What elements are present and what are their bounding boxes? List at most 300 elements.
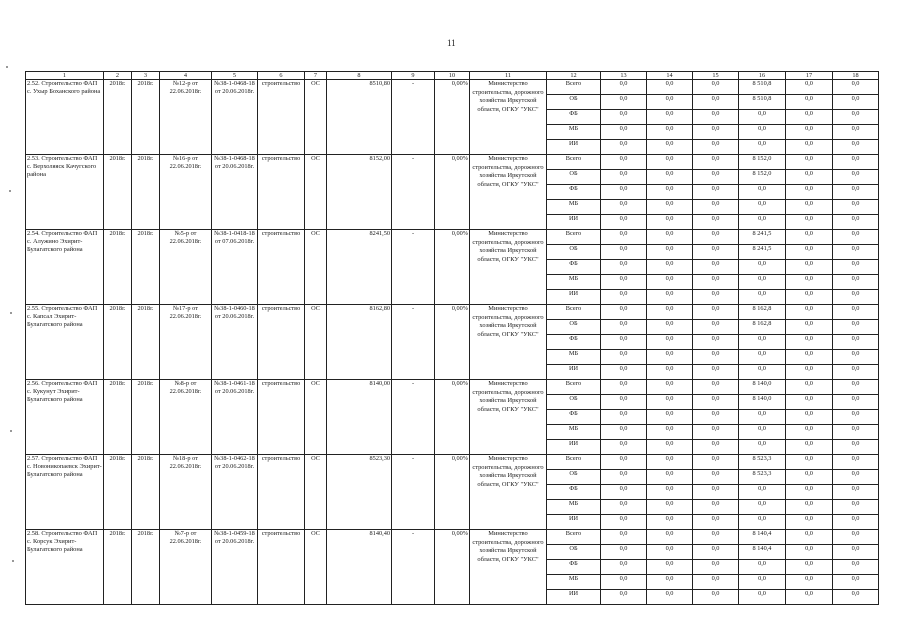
amount-cell: 0,0 — [739, 440, 786, 455]
amount-cell: 0,0 — [833, 230, 879, 245]
amount-cell: 0,0 — [647, 335, 693, 350]
expertise-ref: №38-1-0460-18 от 20.06.2018г. — [212, 305, 258, 380]
organization: Министерство строительства, дорожного хозяйства Иркутской области, ОГКУ "УКС" — [470, 530, 547, 605]
amount-cell: 0,0 — [833, 440, 879, 455]
amount-cell: 0,0 — [833, 470, 879, 485]
column-number: 12 — [547, 72, 601, 80]
funding-source: Всего — [547, 530, 601, 545]
amount-cell: 8 241,5 — [739, 245, 786, 260]
amount-cell: 0,0 — [647, 290, 693, 305]
funding-source: МБ — [547, 125, 601, 140]
order-ref: №8-р от 22.06.2018г. — [160, 380, 212, 455]
amount-cell: 0,0 — [601, 500, 647, 515]
amount-cell: 0,0 — [786, 320, 833, 335]
column-number: 18 — [833, 72, 879, 80]
amount-cell: 0,0 — [601, 485, 647, 500]
funding-source: ОБ — [547, 545, 601, 560]
amount-cell: 0,0 — [693, 95, 739, 110]
amount-cell: 0,0 — [601, 185, 647, 200]
amount-cell: 0,0 — [833, 575, 879, 590]
funding-source: ИИ — [547, 140, 601, 155]
amount-cell: 0,0 — [647, 245, 693, 260]
amount-cell: 0,0 — [647, 485, 693, 500]
amount-cell: 0,0 — [647, 320, 693, 335]
amount-cell: 0,0 — [833, 395, 879, 410]
amount-cell: 0,0 — [693, 485, 739, 500]
col9: - — [392, 530, 435, 605]
amount-cell: 0,0 — [786, 350, 833, 365]
order-ref: №7-р от 22.06.2018г. — [160, 530, 212, 605]
funding-source: МБ — [547, 500, 601, 515]
financing-table — [25, 71, 879, 605]
amount-cell: 8 152,0 — [739, 155, 786, 170]
amount-cell: 0,0 — [833, 365, 879, 380]
funding-source: ФБ — [547, 485, 601, 500]
amount-cell: 0,0 — [693, 395, 739, 410]
year-end: 2018г. — [132, 380, 160, 455]
amount-cell: 0,0 — [693, 260, 739, 275]
table-row — [26, 80, 879, 95]
amount-cell: 0,0 — [647, 500, 693, 515]
funding-source: МБ — [547, 275, 601, 290]
amount-cell: 0,0 — [647, 95, 693, 110]
column-number: 6 — [258, 72, 305, 80]
amount-cell: 0,0 — [786, 215, 833, 230]
funding-source: ФБ — [547, 560, 601, 575]
object-name: 2.55. Строительство ФАП с. Капсал Эхирит-Булагатского района — [26, 305, 104, 380]
organization: Министерство строительства, дорожного хозяйства Иркутской области, ОГКУ "УКС" — [470, 380, 547, 455]
amount-cell: 0,0 — [693, 305, 739, 320]
amount-cell: 0,0 — [786, 140, 833, 155]
amount-cell: 0,0 — [739, 185, 786, 200]
column-number: 16 — [739, 72, 786, 80]
amount-cell: 0,0 — [647, 545, 693, 560]
amount-cell: 0,0 — [693, 275, 739, 290]
year-start: 2018г. — [104, 230, 132, 305]
col9: - — [392, 230, 435, 305]
expertise-ref: №38-1-0461-18 от 20.06.2018г. — [212, 380, 258, 455]
col9: - — [392, 455, 435, 530]
funding-source: ИИ — [547, 590, 601, 605]
amount-cell: 0,0 — [786, 575, 833, 590]
work-type: строительство — [258, 155, 305, 230]
amount-cell: 0,0 — [693, 350, 739, 365]
amount-cell: 0,0 — [693, 455, 739, 470]
amount-cell: 0,0 — [647, 185, 693, 200]
amount-cell: 0,0 — [601, 440, 647, 455]
funding-source: МБ — [547, 575, 601, 590]
amount-cell: 0,0 — [647, 305, 693, 320]
amount-cell: 0,0 — [647, 200, 693, 215]
amount-cell: 0,0 — [601, 575, 647, 590]
amount-cell: 0,0 — [601, 275, 647, 290]
funding-source: ОБ — [547, 95, 601, 110]
amount-cell: 0,0 — [833, 350, 879, 365]
work-type: строительство — [258, 230, 305, 305]
funding-source: Всего — [547, 455, 601, 470]
amount-cell: 0,0 — [601, 305, 647, 320]
amount-cell: 0,0 — [833, 215, 879, 230]
amount-cell: 8 241,5 — [739, 230, 786, 245]
amount-cell: 0,0 — [601, 170, 647, 185]
amount-cell: 0,0 — [833, 200, 879, 215]
amount-cell: 0,0 — [786, 545, 833, 560]
amount-cell: 0,0 — [786, 170, 833, 185]
work-type: строительство — [258, 455, 305, 530]
amount-cell: 0,0 — [647, 230, 693, 245]
amount-cell: 0,0 — [739, 140, 786, 155]
object-name: 2.57. Строительство ФАП с. Новоникопаевск Эхирит-Булагатского района — [26, 455, 104, 530]
amount-cell: 0,0 — [739, 260, 786, 275]
amount-cell: 0,0 — [693, 500, 739, 515]
amount-cell: 0,0 — [601, 245, 647, 260]
amount-cell: 0,0 — [647, 350, 693, 365]
amount-cell: 0,0 — [833, 380, 879, 395]
cost: 8140,00 — [327, 380, 392, 455]
scan-speck — [12, 560, 14, 562]
amount-cell: 0,0 — [833, 80, 879, 95]
amount-cell: 0,0 — [693, 410, 739, 425]
header-row — [26, 72, 879, 80]
amount-cell: 0,0 — [786, 410, 833, 425]
amount-cell: 0,0 — [693, 470, 739, 485]
work-type: строительство — [258, 80, 305, 155]
amount-cell: 0,0 — [833, 140, 879, 155]
amount-cell: 8 140,0 — [739, 395, 786, 410]
amount-cell: 0,0 — [739, 335, 786, 350]
amount-cell: 0,0 — [786, 275, 833, 290]
amount-cell: 0,0 — [693, 290, 739, 305]
amount-cell: 0,0 — [693, 155, 739, 170]
funding-source: ОБ — [547, 395, 601, 410]
amount-cell: 0,0 — [739, 365, 786, 380]
amount-cell: 0,0 — [833, 155, 879, 170]
funding-source: МБ — [547, 350, 601, 365]
funding-source: МБ — [547, 200, 601, 215]
amount-cell: 0,0 — [647, 425, 693, 440]
col9: - — [392, 305, 435, 380]
amount-cell: 0,0 — [833, 95, 879, 110]
amount-cell: 0,0 — [601, 590, 647, 605]
object-name: 2.53. Строительство ФАП с. Верхоляяск Качугского района — [26, 155, 104, 230]
amount-cell: 0,0 — [786, 80, 833, 95]
order-ref: №16-р от 22.06.2018г. — [160, 155, 212, 230]
funding-source: ИИ — [547, 365, 601, 380]
scan-speck — [10, 312, 12, 314]
expertise-ref: №38-1-0462-18 от 20.06.2018г. — [212, 455, 258, 530]
amount-cell: 0,0 — [601, 560, 647, 575]
amount-cell: 0,0 — [739, 575, 786, 590]
amount-cell: 0,0 — [601, 80, 647, 95]
column-number: 14 — [647, 72, 693, 80]
amount-cell: 0,0 — [693, 110, 739, 125]
expertise-ref: №38-1-0418-18 от 07.06.2018г. — [212, 230, 258, 305]
year-end: 2018г. — [132, 80, 160, 155]
amount-cell: 0,0 — [693, 590, 739, 605]
cost: 8140,40 — [327, 530, 392, 605]
funding-source: ФБ — [547, 410, 601, 425]
table-row — [26, 530, 879, 545]
amount-cell: 0,0 — [601, 350, 647, 365]
amount-cell: 0,0 — [647, 410, 693, 425]
amount-cell: 0,0 — [739, 350, 786, 365]
table-row — [26, 380, 879, 395]
amount-cell: 0,0 — [601, 545, 647, 560]
funding-source: Всего — [547, 305, 601, 320]
amount-cell: 0,0 — [693, 140, 739, 155]
column-number: 9 — [392, 72, 435, 80]
amount-cell: 0,0 — [786, 590, 833, 605]
amount-cell: 0,0 — [647, 215, 693, 230]
amount-cell: 0,0 — [739, 590, 786, 605]
amount-cell: 0,0 — [693, 380, 739, 395]
amount-cell: 0,0 — [601, 425, 647, 440]
amount-cell: 0,0 — [693, 125, 739, 140]
amount-cell: 0,0 — [601, 335, 647, 350]
funding-source: ИИ — [547, 515, 601, 530]
amount-cell: 0,0 — [601, 455, 647, 470]
percent: 0,00% — [435, 455, 470, 530]
amount-cell: 0,0 — [833, 425, 879, 440]
funding-source: ФБ — [547, 185, 601, 200]
amount-cell: 0,0 — [647, 575, 693, 590]
amount-cell: 0,0 — [647, 365, 693, 380]
amount-cell: 0,0 — [693, 575, 739, 590]
amount-cell: 0,0 — [786, 200, 833, 215]
column-number: 3 — [132, 72, 160, 80]
amount-cell: 0,0 — [601, 530, 647, 545]
percent: 0,00% — [435, 80, 470, 155]
amount-cell: 0,0 — [693, 560, 739, 575]
amount-cell: 0,0 — [786, 515, 833, 530]
amount-cell: 0,0 — [786, 470, 833, 485]
amount-cell: 0,0 — [833, 335, 879, 350]
category: ОС — [305, 80, 327, 155]
cost: 8241,50 — [327, 230, 392, 305]
amount-cell: 8 140,0 — [739, 380, 786, 395]
funding-source: Всего — [547, 155, 601, 170]
order-ref: №12-р от 22.06.2018г. — [160, 80, 212, 155]
amount-cell: 0,0 — [833, 590, 879, 605]
funding-source: МБ — [547, 425, 601, 440]
amount-cell: 0,0 — [693, 425, 739, 440]
amount-cell: 0,0 — [786, 335, 833, 350]
amount-cell: 0,0 — [786, 455, 833, 470]
amount-cell: 0,0 — [601, 110, 647, 125]
funding-source: ОБ — [547, 320, 601, 335]
column-number: 5 — [212, 72, 258, 80]
amount-cell: 0,0 — [833, 125, 879, 140]
object-name: 2.54. Строительство ФАП с. Алужино Эхирит-Булагатского района — [26, 230, 104, 305]
object-name: 2.52. Строительство ФАП с. Ухыр Боханского района — [26, 80, 104, 155]
amount-cell: 0,0 — [786, 185, 833, 200]
amount-cell: 0,0 — [693, 365, 739, 380]
amount-cell: 0,0 — [786, 305, 833, 320]
organization: Министерство строительства, дорожного хозяйства Иркутской области, ОГКУ "УКС" — [470, 305, 547, 380]
amount-cell: 0,0 — [693, 170, 739, 185]
amount-cell: 0,0 — [739, 485, 786, 500]
percent: 0,00% — [435, 230, 470, 305]
cost: 8510,80 — [327, 80, 392, 155]
amount-cell: 0,0 — [833, 275, 879, 290]
scan-speck — [10, 430, 12, 432]
expertise-ref: №38-1-0468-18 от 20.06.2018г. — [212, 155, 258, 230]
year-end: 2018г. — [132, 230, 160, 305]
category: ОС — [305, 455, 327, 530]
work-type: строительство — [258, 530, 305, 605]
scan-speck — [9, 190, 11, 192]
amount-cell: 0,0 — [647, 530, 693, 545]
amount-cell: 0,0 — [786, 530, 833, 545]
amount-cell: 0,0 — [601, 410, 647, 425]
amount-cell: 0,0 — [601, 140, 647, 155]
percent: 0,00% — [435, 530, 470, 605]
funding-source: Всего — [547, 230, 601, 245]
amount-cell: 0,0 — [833, 260, 879, 275]
cost: 8523,30 — [327, 455, 392, 530]
amount-cell: 0,0 — [693, 245, 739, 260]
amount-cell: 0,0 — [601, 395, 647, 410]
funding-source: Всего — [547, 380, 601, 395]
order-ref: №18-р от 22.06.2018г. — [160, 455, 212, 530]
year-end: 2018г. — [132, 530, 160, 605]
amount-cell: 0,0 — [786, 230, 833, 245]
funding-source: ИИ — [547, 290, 601, 305]
amount-cell: 0,0 — [786, 485, 833, 500]
amount-cell: 0,0 — [833, 305, 879, 320]
amount-cell: 0,0 — [601, 230, 647, 245]
percent: 0,00% — [435, 380, 470, 455]
amount-cell: 0,0 — [647, 80, 693, 95]
amount-cell: 0,0 — [833, 290, 879, 305]
amount-cell: 8 140,4 — [739, 545, 786, 560]
order-ref: №5-р от 22.06.2018г. — [160, 230, 212, 305]
amount-cell: 0,0 — [739, 515, 786, 530]
amount-cell: 0,0 — [647, 440, 693, 455]
amount-cell: 0,0 — [833, 110, 879, 125]
amount-cell: 8 510,8 — [739, 95, 786, 110]
amount-cell: 8 152,0 — [739, 170, 786, 185]
amount-cell: 0,0 — [786, 365, 833, 380]
year-start: 2018г. — [104, 80, 132, 155]
amount-cell: 0,0 — [647, 470, 693, 485]
expertise-ref: №38-1-0468-18 от 20.06.2018г. — [212, 80, 258, 155]
column-number: 13 — [601, 72, 647, 80]
amount-cell: 0,0 — [786, 395, 833, 410]
cost: 8152,00 — [327, 155, 392, 230]
organization: Министерство строительства, дорожного хозяйства Иркутской области, ОГКУ "УКС" — [470, 230, 547, 305]
amount-cell: 0,0 — [833, 410, 879, 425]
funding-source: ОБ — [547, 170, 601, 185]
funding-source: ФБ — [547, 110, 601, 125]
amount-cell: 0,0 — [739, 290, 786, 305]
work-type: строительство — [258, 305, 305, 380]
funding-source: ИИ — [547, 215, 601, 230]
column-number: 2 — [104, 72, 132, 80]
percent: 0,00% — [435, 155, 470, 230]
amount-cell: 0,0 — [647, 140, 693, 155]
amount-cell: 0,0 — [786, 155, 833, 170]
amount-cell: 0,0 — [739, 275, 786, 290]
amount-cell: 0,0 — [833, 170, 879, 185]
amount-cell: 0,0 — [601, 95, 647, 110]
organization: Министерство строительства, дорожного хозяйства Иркутской области, ОГКУ "УКС" — [470, 80, 547, 155]
amount-cell: 0,0 — [601, 155, 647, 170]
amount-cell: 0,0 — [601, 125, 647, 140]
amount-cell: 8 140,4 — [739, 530, 786, 545]
amount-cell: 0,0 — [601, 260, 647, 275]
column-number: 8 — [327, 72, 392, 80]
amount-cell: 0,0 — [647, 590, 693, 605]
amount-cell: 0,0 — [647, 515, 693, 530]
column-number: 4 — [160, 72, 212, 80]
amount-cell: 0,0 — [833, 515, 879, 530]
amount-cell: 0,0 — [739, 500, 786, 515]
amount-cell: 0,0 — [739, 560, 786, 575]
scan-speck — [6, 66, 8, 68]
amount-cell: 0,0 — [647, 170, 693, 185]
amount-cell: 0,0 — [833, 530, 879, 545]
cost: 8162,80 — [327, 305, 392, 380]
year-start: 2018г. — [104, 530, 132, 605]
amount-cell: 0,0 — [647, 125, 693, 140]
year-start: 2018г. — [104, 155, 132, 230]
organization: Министерство строительства, дорожного хозяйства Иркутской области, ОГКУ "УКС" — [470, 455, 547, 530]
amount-cell: 0,0 — [833, 485, 879, 500]
amount-cell: 0,0 — [647, 275, 693, 290]
year-end: 2018г. — [132, 155, 160, 230]
funding-source: ИИ — [547, 440, 601, 455]
column-number: 7 — [305, 72, 327, 80]
category: ОС — [305, 305, 327, 380]
table-row — [26, 230, 879, 245]
amount-cell: 0,0 — [647, 395, 693, 410]
amount-cell: 0,0 — [601, 380, 647, 395]
amount-cell: 0,0 — [739, 110, 786, 125]
column-number: 1 — [26, 72, 104, 80]
year-end: 2018г. — [132, 305, 160, 380]
amount-cell: 0,0 — [601, 470, 647, 485]
amount-cell: 0,0 — [693, 80, 739, 95]
category: ОС — [305, 380, 327, 455]
amount-cell: 0,0 — [647, 380, 693, 395]
table-row — [26, 155, 879, 170]
amount-cell: 8 162,8 — [739, 320, 786, 335]
amount-cell: 0,0 — [693, 545, 739, 560]
amount-cell: 0,0 — [739, 215, 786, 230]
amount-cell: 0,0 — [786, 380, 833, 395]
amount-cell: 0,0 — [833, 320, 879, 335]
work-type: строительство — [258, 380, 305, 455]
amount-cell: 0,0 — [739, 410, 786, 425]
amount-cell: 0,0 — [601, 200, 647, 215]
amount-cell: 8 523,3 — [739, 470, 786, 485]
amount-cell: 0,0 — [833, 560, 879, 575]
funding-source: ОБ — [547, 470, 601, 485]
col9: - — [392, 380, 435, 455]
funding-source: Всего — [547, 80, 601, 95]
amount-cell: 0,0 — [693, 185, 739, 200]
col9: - — [392, 80, 435, 155]
funding-source: ФБ — [547, 260, 601, 275]
amount-cell: 0,0 — [647, 155, 693, 170]
amount-cell: 0,0 — [693, 200, 739, 215]
year-start: 2018г. — [104, 455, 132, 530]
column-number: 10 — [435, 72, 470, 80]
funding-source: ФБ — [547, 335, 601, 350]
percent: 0,00% — [435, 305, 470, 380]
category: ОС — [305, 530, 327, 605]
